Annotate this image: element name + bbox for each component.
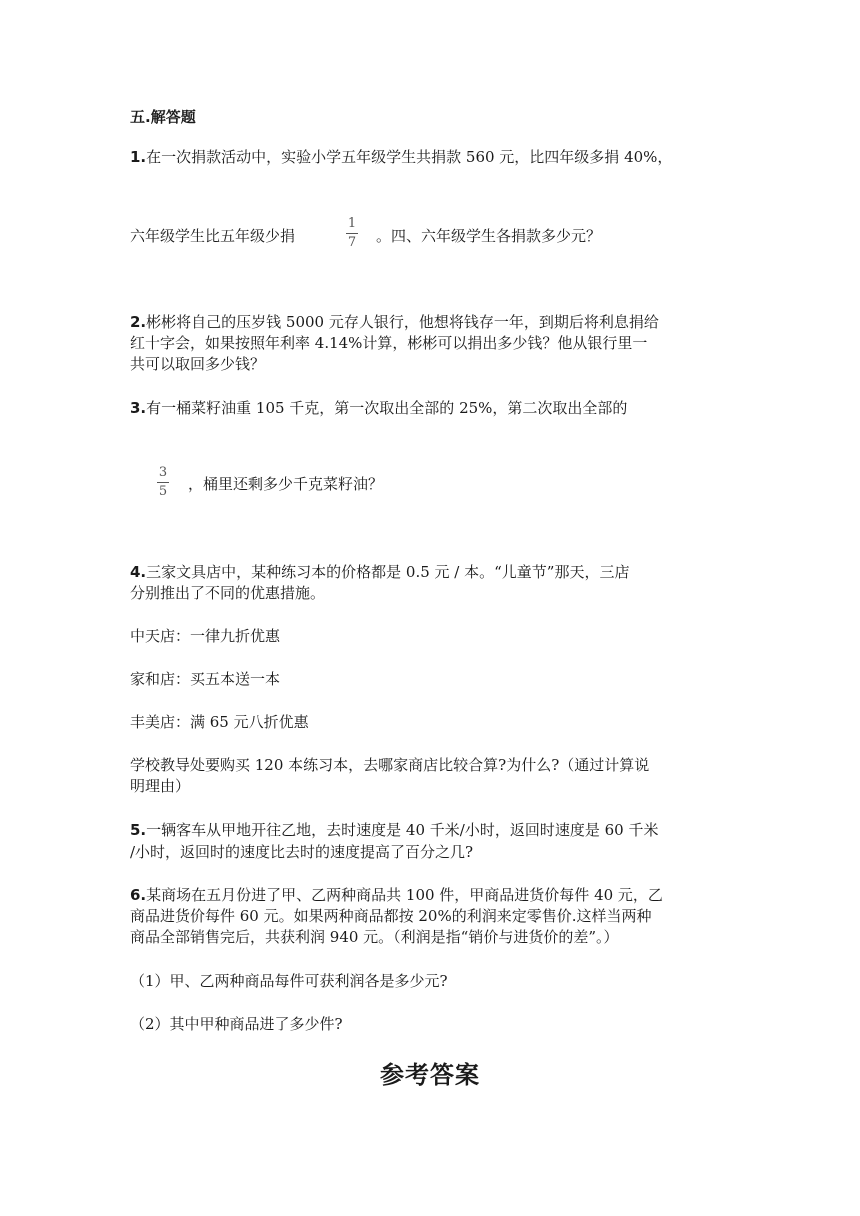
question-6-line-3 — [130, 927, 619, 947]
question-6-text-3: 商品全部销售完后，共获利润 940 元。（利润是指“销价与进货价的差”。） — [130, 928, 619, 946]
question-5-number: 5. — [130, 821, 147, 839]
question-2-number: 2. — [130, 313, 147, 331]
question-6-sub-2-text: （2）其中甲种商品进了多少件? — [130, 1015, 343, 1033]
section-title: 五.解答题 — [130, 108, 196, 126]
question-3-text-2: ，桶里还剩多少千克菜籽油？ — [188, 475, 384, 493]
fraction-bar — [346, 233, 358, 234]
fraction-bar — [157, 482, 169, 483]
question-6-text-2: 商品进货价每件 60 元。如果两种商品都按 20%的利润来定零售价.这样当两种 — [130, 907, 652, 925]
question-4-shop-3 — [130, 712, 309, 732]
question-4-number: 4. — [130, 563, 147, 581]
question-4-shop-2 — [130, 669, 280, 689]
fraction-denominator: 5 — [158, 484, 168, 499]
question-6-text-1: 某商场在五月份进了甲、乙两种商品共 100 件，甲商品进货价每件 40 元，乙 — [146, 886, 663, 904]
shop-2-text: 家和店：买五本送一本 — [130, 670, 281, 688]
question-1-text-1: 在一次捐款活动中，实验小学五年级学生共捐款 560 元，比四年级多捐 40%， — [146, 148, 673, 166]
question-4-shop-1 — [130, 626, 280, 646]
question-2-text-3: 共可以取回多少钱？ — [130, 355, 266, 373]
question-2-line-3 — [130, 354, 265, 374]
question-3-fraction — [157, 466, 169, 499]
question-5-text-2: /小时，返回时的速度比去时的速度提高了百分之几? — [130, 843, 474, 861]
question-2-line-2 — [130, 333, 647, 353]
question-4-line-1 — [130, 562, 629, 582]
question-1-text-2a: 六年级学生比五年级少捐 — [130, 227, 296, 245]
question-5-line-1 — [130, 820, 658, 840]
question-6-line-1 — [130, 885, 663, 905]
question-3-line-2 — [188, 474, 383, 494]
question-6-sub-2 — [130, 1014, 343, 1034]
question-4-text-4: 明理由） — [130, 777, 191, 795]
question-6-sub-1 — [130, 971, 448, 991]
question-4-text-3: 学校教导处要购买 120 本练习本，去哪家商店比较合算?为什么?（通过计算说 — [130, 756, 650, 774]
shop-3-text: 丰美店：满 65 元八折优惠 — [130, 713, 309, 731]
fraction-numerator: 1 — [347, 216, 357, 231]
question-1-line-2 — [130, 226, 295, 246]
question-1-fraction — [346, 217, 358, 250]
question-3-text-1: 有一桶菜籽油重 105 千克，第一次取出全部的 25%，第二次取出全部的 — [146, 399, 628, 417]
question-6-line-2 — [130, 906, 652, 926]
question-1-line-1 — [130, 147, 672, 167]
question-3-number: 3. — [130, 399, 147, 417]
question-6-number: 6. — [130, 886, 147, 904]
question-1-text-2b: 。四、六年级学生各捐款多少元？ — [376, 227, 602, 245]
question-4-line-4 — [130, 776, 190, 796]
question-4-line-3 — [130, 755, 649, 775]
question-4-text-1: 三家文具店中，某种练习本的价格都是 0.5 元 / 本。“儿童节”那天，三店 — [146, 563, 630, 581]
shop-1-text: 中天店：一律九折优惠 — [130, 627, 281, 645]
question-2-line-1 — [130, 312, 659, 332]
question-2-text-1: 彬彬将自己的压岁钱 5000 元存人银行，他想将钱存一年，到期后将利息捐给 — [146, 313, 659, 331]
question-1-line-2-after — [376, 226, 601, 246]
fraction-numerator: 3 — [158, 465, 168, 480]
question-4-line-2 — [130, 583, 325, 603]
fraction-denominator: 7 — [347, 235, 357, 250]
question-1-number: 1. — [130, 148, 147, 166]
question-6-sub-1-text: （1）甲、乙两种商品每件可获利润各是多少元? — [130, 972, 448, 990]
question-3-line-1 — [130, 398, 627, 418]
question-4-text-2: 分别推出了不同的优惠措施。 — [130, 584, 326, 602]
question-5-text-1: 一辆客车从甲地开往乙地，去时速度是 40 千米/小时，返回时速度是 60 千米 — [146, 821, 659, 839]
question-2-text-2: 红十字会，如果按照年利率 4.14%计算，彬彬可以捐出多少钱？他从银行里一 — [130, 334, 648, 352]
question-5-line-2 — [130, 842, 473, 862]
answer-key-title: 参考答案 — [380, 1061, 480, 1089]
